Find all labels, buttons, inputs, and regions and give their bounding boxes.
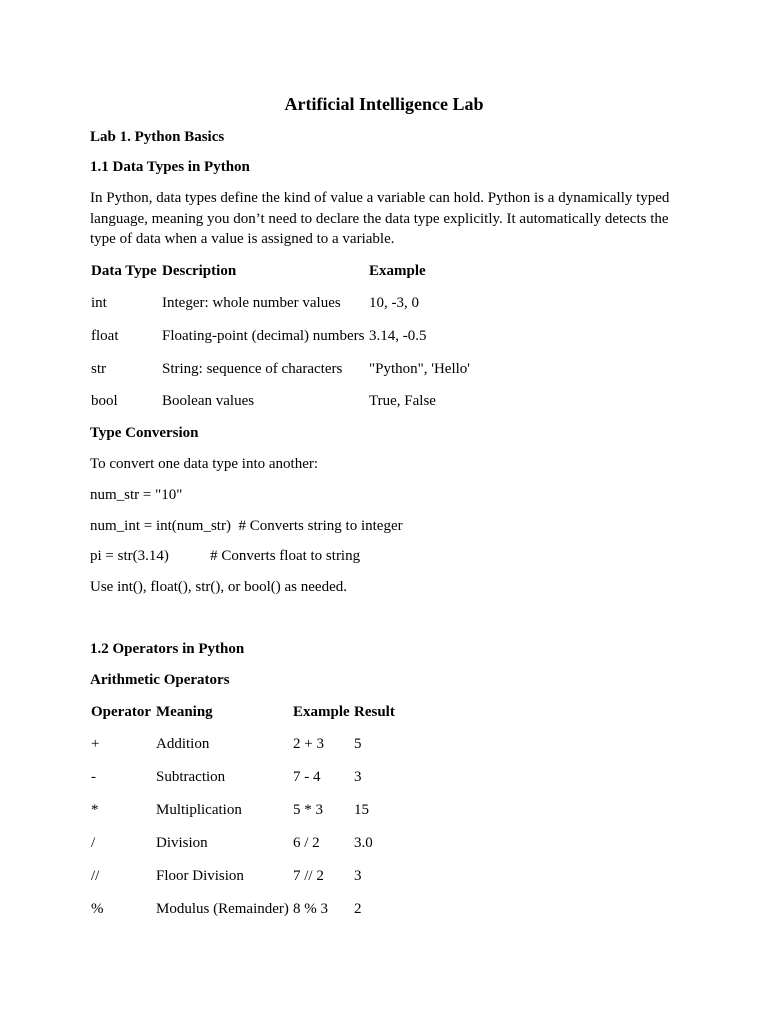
table-cell: 5 [354, 736, 362, 752]
table-cell: - [91, 769, 96, 785]
table-cell: // [91, 868, 100, 884]
table-cell: int [91, 295, 107, 311]
column-header: Example [369, 263, 426, 279]
intro-paragraph: In Python, data types define the kind of value a variable can hold. Python is a dynamically typed language, meaning you don’t need to declare the data type explicitly. It automatically detects the type of data when a value is assigned to a variable. [90, 190, 670, 248]
table-cell: % [91, 901, 104, 917]
table-cell: Floor Division [156, 868, 244, 884]
lab-heading: Lab 1. Python Basics [90, 129, 225, 145]
table-cell: / [91, 835, 96, 851]
table-cell: 6 / 2 [293, 835, 320, 851]
table-cell: Multiplication [156, 802, 242, 818]
conversion-note: Use int(), float(), str(), or bool() as needed. [90, 579, 347, 595]
code-line: num_int = int(num_str) # Converts string to integer [90, 518, 403, 534]
table-cell: Addition [156, 736, 210, 752]
table-cell: 8 % 3 [293, 901, 328, 917]
table-cell: bool [91, 393, 118, 409]
section-heading-data-types: 1.1 Data Types in Python [90, 159, 250, 175]
conversion-text: To convert one data type into another: [90, 456, 319, 472]
table-cell: True, False [369, 393, 436, 409]
table-cell: 7 // 2 [293, 868, 324, 884]
table-cell: String: sequence of characters [162, 361, 343, 377]
table-cell: Subtraction [156, 769, 226, 785]
table-cell: float [91, 328, 119, 344]
table-cell: 2 [354, 901, 362, 917]
column-header: Example [293, 704, 350, 720]
table-cell: 5 * 3 [293, 802, 323, 818]
table-cell: Floating-point (decimal) numbers [162, 328, 365, 344]
table-cell: Boolean values [162, 393, 255, 409]
table-cell: * [91, 802, 99, 818]
table-cell: str [91, 361, 106, 377]
column-header: Data Type [91, 263, 157, 279]
code-line: num_str = "10" [90, 487, 183, 503]
table-cell: 3 [354, 868, 362, 884]
table-cell: Division [156, 835, 208, 851]
table-cell: 2 + 3 [293, 736, 324, 752]
code-line: pi = str(3.14) # Converts float to string [90, 548, 361, 564]
table-cell: 3 [354, 769, 362, 785]
table-cell: Integer: whole number values [162, 295, 341, 311]
table-cell: "Python", 'Hello' [369, 361, 470, 377]
type-conversion-heading: Type Conversion [90, 425, 199, 441]
arithmetic-operators-heading: Arithmetic Operators [90, 672, 230, 688]
table-cell: 3.0 [354, 835, 373, 851]
table-cell: + [91, 736, 100, 752]
column-header: Meaning [156, 704, 213, 720]
table-cell: 7 - 4 [293, 769, 321, 785]
table-cell: 3.14, -0.5 [369, 328, 427, 344]
column-header: Operator [91, 704, 151, 720]
table-cell: 15 [354, 802, 369, 818]
section-heading-operators: 1.2 Operators in Python [90, 641, 245, 657]
column-header: Result [354, 704, 395, 720]
document-title: Artificial Intelligence Lab [284, 94, 484, 114]
column-header: Description [162, 263, 237, 279]
table-cell: Modulus (Remainder) [156, 901, 289, 917]
table-cell: 10, -3, 0 [369, 295, 419, 311]
